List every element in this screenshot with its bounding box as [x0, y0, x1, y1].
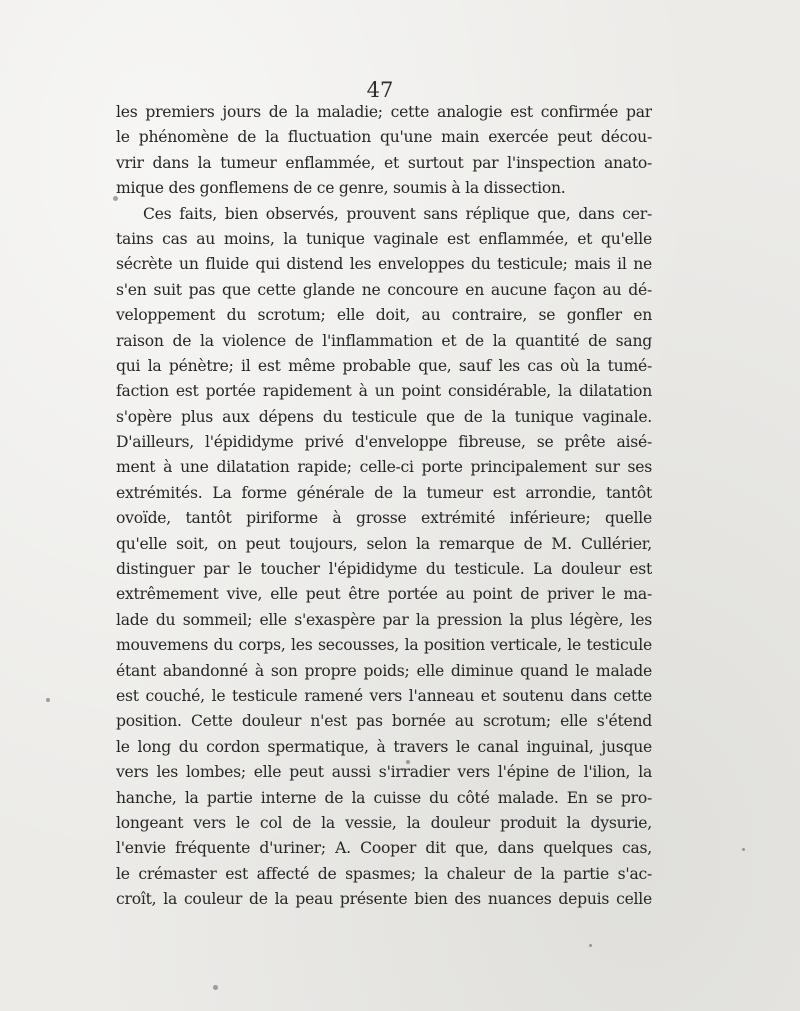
text-line: étant abandonné à son propre poids; elle diminue quand le malade	[116, 661, 652, 680]
text-line: lade du sommeil; elle s'exaspère par la pression la plus légère, les	[116, 610, 652, 629]
text-line: mique des gonflemens de ce genre, soumis à la dissection.	[116, 179, 566, 198]
text-line: faction est portée rapidement à un point considérable, la dilatation	[116, 382, 652, 401]
text-line: s'opère plus aux dépens du testicule que de la tunique vaginale.	[116, 407, 652, 426]
paper-speck	[742, 848, 745, 851]
paper-speck	[213, 985, 218, 990]
page-number: 47	[366, 78, 394, 102]
text-line: D'ailleurs, l'épididyme privé d'enveloppe fibreuse, se prête aisé-	[116, 433, 652, 452]
text-line: tains cas au moins, la tunique vaginale est enflammée, et qu'elle	[116, 229, 652, 248]
text-line: distinguer par le toucher l'épididyme du testicule. La douleur est	[116, 560, 652, 579]
text-line: le phénomène de la fluctuation qu'une main exercée peut décou-	[116, 128, 652, 147]
text-line: position. Cette douleur n'est pas bornée au scrotum; elle s'étend	[116, 712, 652, 731]
text-line: longeant vers le col de la vessie, la douleur produit la dysurie,	[116, 813, 652, 832]
text-line: le crémaster est affecté de spasmes; la chaleur de la partie s'ac-	[116, 864, 652, 883]
text-line: est couché, le testicule ramené vers l'anneau et soutenu dans cette	[116, 686, 652, 705]
text-line: ment à une dilatation rapide; celle-ci porte principalement sur ses	[116, 458, 652, 477]
paper-speck	[113, 196, 118, 201]
paper-speck	[46, 698, 50, 702]
text-line: l'envie fréquente d'uriner; A. Cooper dit que, dans quelques cas,	[116, 839, 652, 858]
paper-speck	[406, 760, 410, 764]
text-line: le long du cordon spermatique, à travers le canal inguinal, jusque	[116, 737, 652, 756]
text-line: mouvemens du corps, les secousses, la position verticale, le testicule	[116, 636, 652, 655]
body-text	[116, 100, 652, 913]
text-line: extrêmement vive, elle peut être portée au point de priver le ma-	[116, 585, 652, 604]
text-line: qu'elle soit, on peut toujours, selon la remarque de M. Cullérier,	[116, 534, 652, 553]
text-line: Ces faits, bien observés, prouvent sans réplique que, dans cer-	[143, 204, 652, 223]
text-line: qui la pénètre; il est même probable que, sauf les cas où la tumé-	[116, 356, 652, 375]
text-line: vrir dans la tumeur enflammée, et surtout par l'inspection anato-	[116, 153, 652, 172]
text-line: hanche, la partie interne de la cuisse du côté malade. En se pro-	[116, 788, 652, 807]
paper-speck	[589, 944, 592, 947]
text-line: les premiers jours de la maladie; cette analogie est confirmée par	[116, 103, 652, 121]
text-line: vers les lombes; elle peut aussi s'irradier vers l'épine de l'ilion, la	[116, 763, 652, 782]
text-line: ovoïde, tantôt piriforme à grosse extrémité inférieure; quelle	[116, 509, 652, 528]
text-line: veloppement du scrotum; elle doit, au contraire, se gonfler en	[116, 306, 652, 325]
text-line: extrémités. La forme générale de la tumeur est arrondie, tantôt	[116, 483, 652, 502]
text-line: s'en suit pas que cette glande ne concoure en aucune façon au dé-	[116, 280, 652, 299]
text-line: sécrète un fluide qui distend les enveloppes du testicule; mais il ne	[116, 255, 652, 274]
text-line: croît, la couleur de la peau présente bien des nuances depuis celle	[116, 890, 652, 909]
text-line: raison de la violence de l'inflammation et de la quantité de sang	[116, 331, 652, 350]
